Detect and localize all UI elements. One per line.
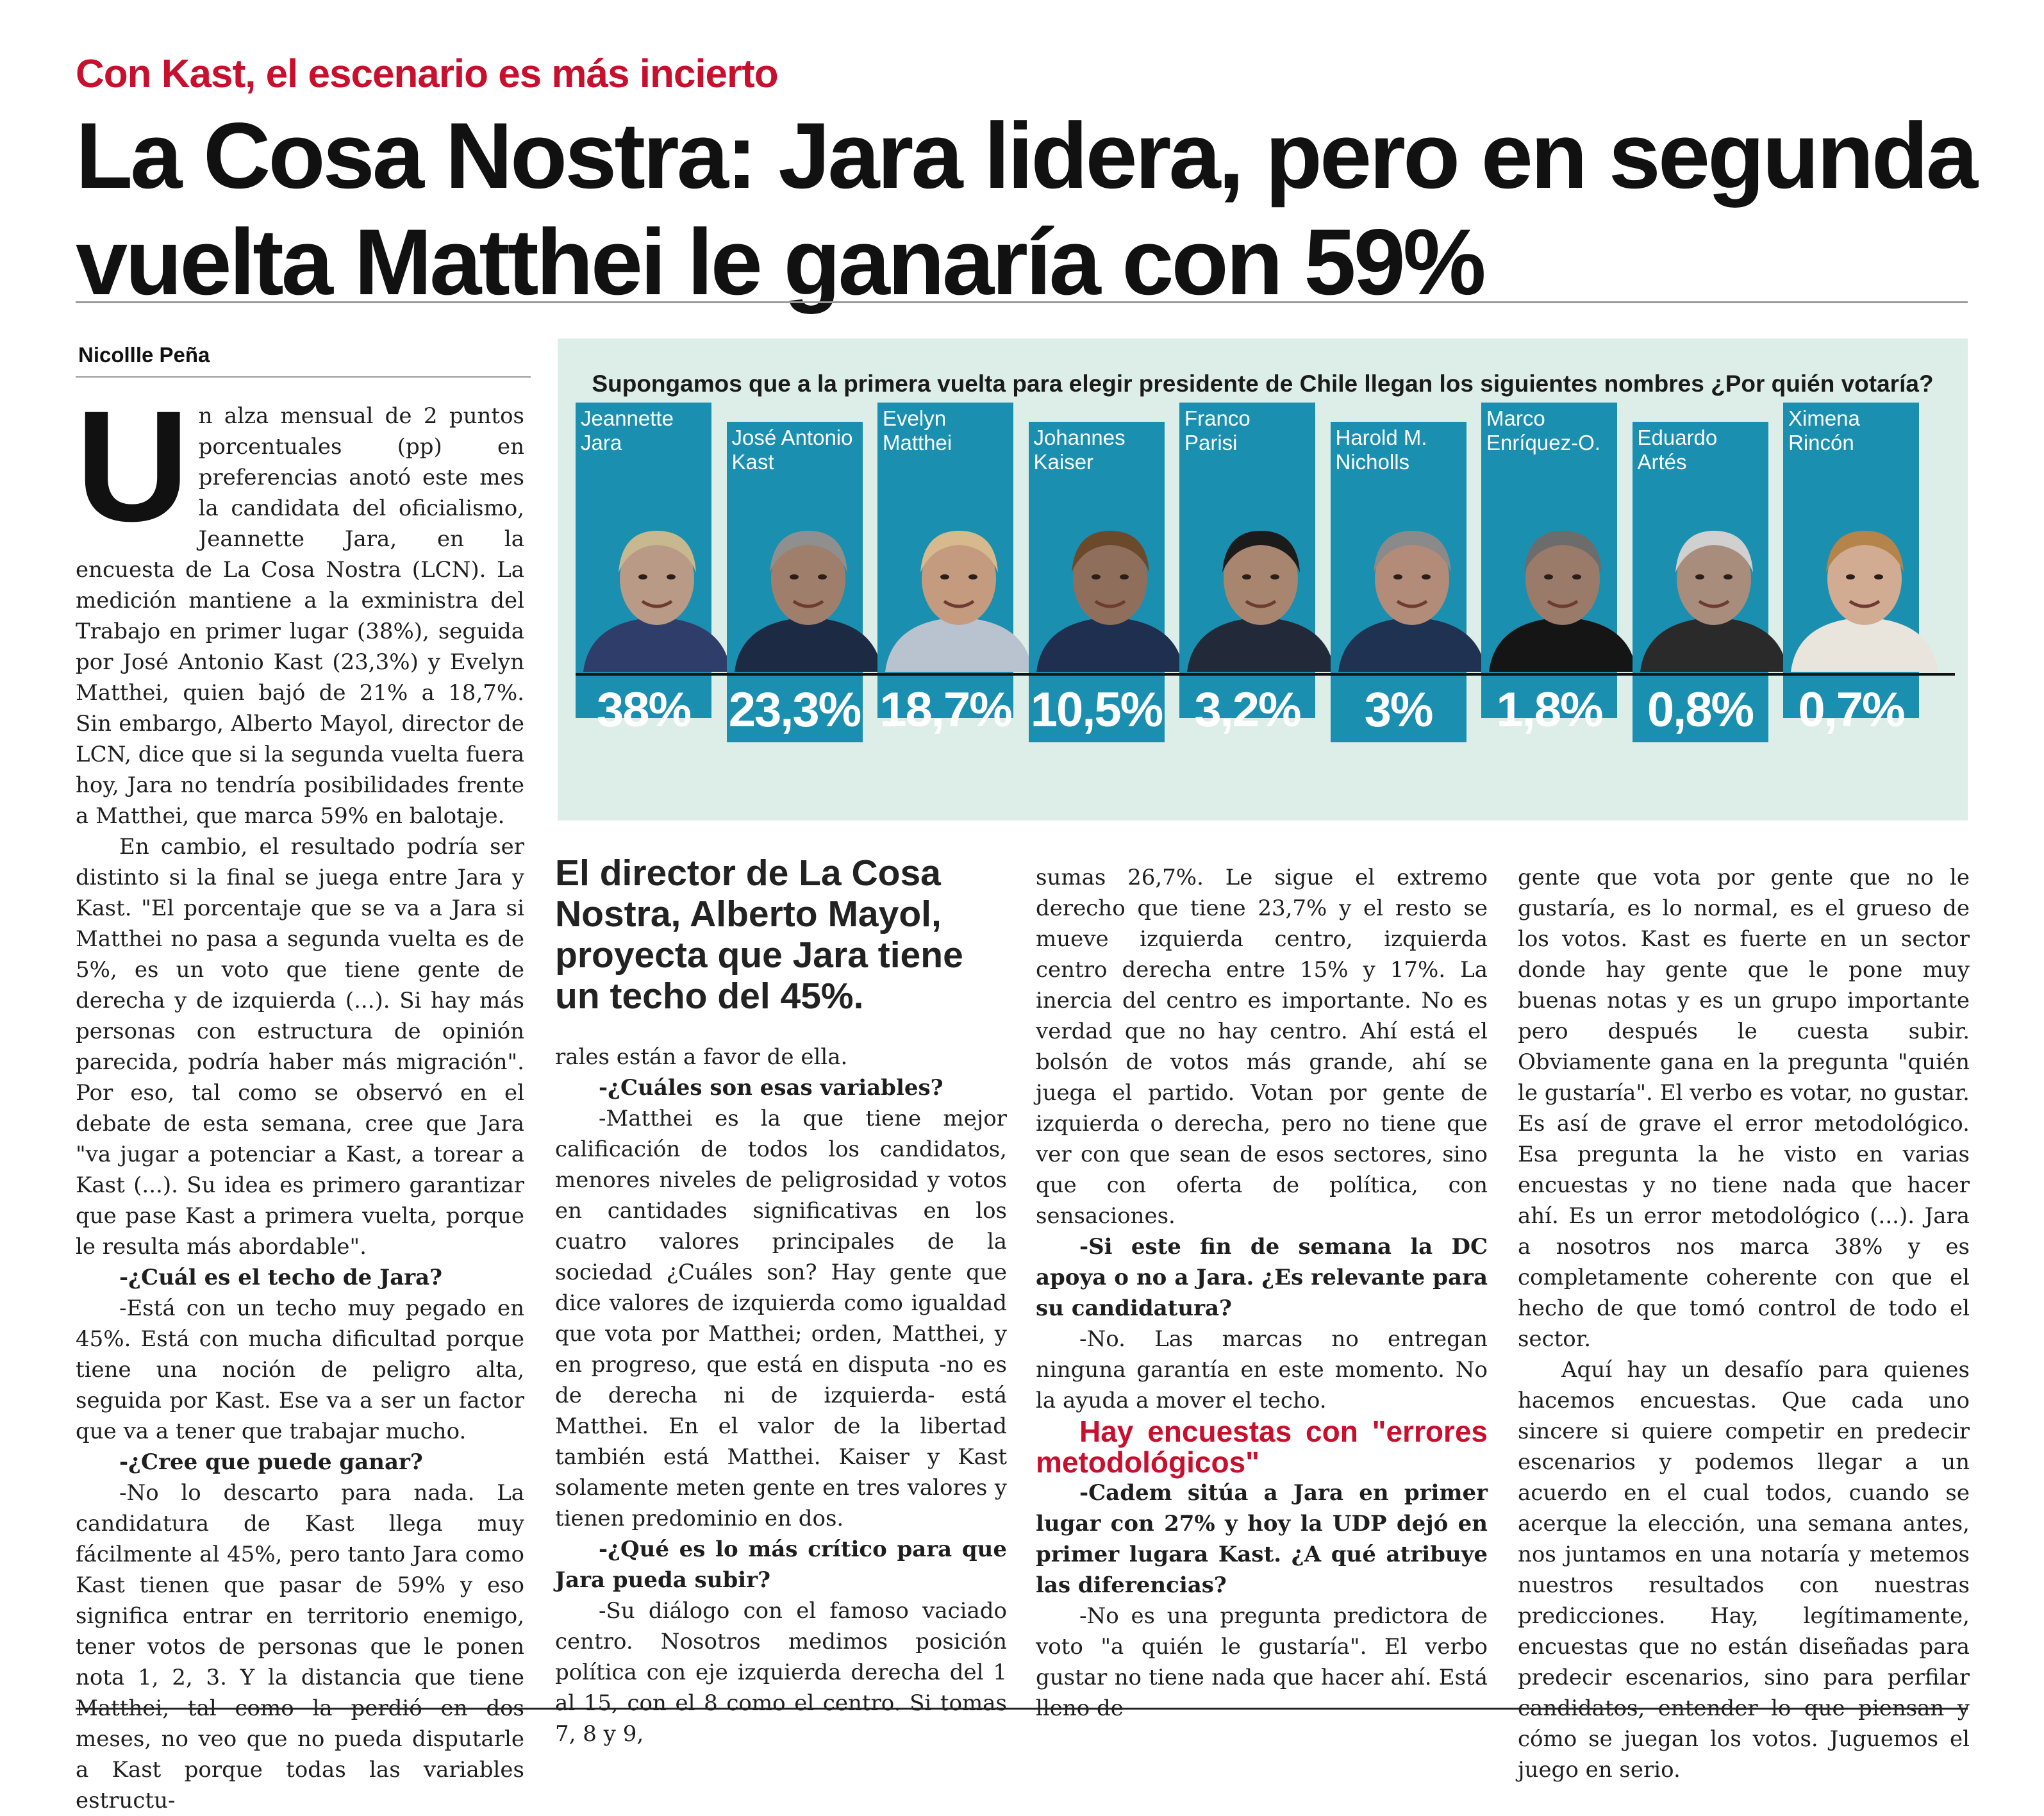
- candidate-name-line: Parisi: [1184, 431, 1238, 454]
- bar-value-label: 0,8%: [1647, 683, 1754, 737]
- body-paragraph: Aquí hay un desafío para quienes hacemos encuestas. Que cada uno sincere si quiere competir en predecir escenarios y podemos llegar a un acuerdo en el cual todos, cuando se acerque la elección, una semana antes, nos juntamos en una notaría y metemos nuestros resultados con nuestras predicciones. Hay, legítimamente, encuestas que no están diseñadas para predecir escenarios, sino para perfilar candidatos, entender lo que piensan y cómo se juegan los votos. Juguemos el juego en serio.: [1518, 1357, 1970, 1783]
- candidate-name: [1788, 406, 1916, 455]
- pull-quote: El director de La Cosa Nostra, Alberto Mayol, proyecta que Jara tiene un techo del 45%.: [555, 853, 963, 1017]
- bar-franco-parisi: [1179, 403, 1315, 737]
- interview-question: -¿Cree que puede ganar?: [119, 1449, 423, 1475]
- candidate-name-line: Enríquez-O.: [1486, 431, 1600, 454]
- bar-value-label: 38%: [596, 683, 691, 737]
- candidate-name: [883, 406, 1011, 455]
- chart-baseline: [576, 673, 1955, 676]
- candidate-name-line: Evelyn: [883, 406, 947, 430]
- section-subhead: Hay encuestas con "errores metodológicos": [1036, 1415, 1488, 1479]
- candidate-name-line: Kast: [731, 450, 774, 474]
- body-paragraph: En cambio, el resultado podría ser distinto si la final se juega entre Jara y Kast. "El porcentaje que se va a Jara si Matthei no pasa a segunda vuelta es de 5%, es un voto que tiene gente de derecha y de izquierda (...). Si hay más personas con estructura de opinión parecida, podría haber más migración". Por eso, tal como se observó en el debate de esta semana, cree que Jara "va jugar a potenciar a Kast, a torear a Kast (...). Su idea es primero garantizar que pase Kast a primera vuelta, porque le resulta más abordable".: [76, 834, 524, 1260]
- chart-bars: [558, 338, 1968, 821]
- byline-divider: [76, 376, 531, 378]
- body-paragraph: -Matthei es la que tiene mejor calificación de todos los candidatos, menores niveles de peligrosidad y votos en cantidades significativas en los cuatro valores principales de la sociedad ¿Cuáles son? Hay gente que dice valores de izquierda como igualdad que vota por Matthei; orden, Matthei, y en progreso, que está en disputa -no es de derecha ni de izquierda- está Matthei. En el valor de la libertad también está Matthei. Kaiser y Kast solamente meten gente en tres valores y tienen predominio en dos.: [555, 1106, 1007, 1531]
- footer-divider: [76, 1708, 1968, 1710]
- column-1: [76, 378, 525, 1813]
- body-paragraph: sumas 26,7%. Le sigue el extremo derecho que tiene 23,7% y el resto se mueve izquierda centro, izquierda centro derecha entre 15% y 17%. La inercia del centro es importante. No es verdad que no hay centro. Ahí está el bolsón de votos más grande, ahí se juega el partido. Votan por gente de izquierda o derecha, pero no tiene que ver con que sean de esos sectores, sino que con oferta de política, con sensaciones.: [1036, 865, 1488, 1229]
- candidate-photo: [1030, 512, 1190, 672]
- candidate-name-line: Harold M.: [1335, 426, 1427, 449]
- body-paragraph: gente que vota por gente que no le gustaría, es lo normal, es el grueso de los votos. Kast es fuerte en un sector donde hay gente que le pone muy buenas notas y es un grupo importante pero después le cuesta subir. Obviamente gana en la pregunta "quién le gustaría". El verbo es votar, no gustar. Es así de grave el error metodológico. Esa pregunta la he visto en varias encuestas y no tiene nada que hacer ahí. Es un error metodológico (...). Jara a nosotros nos marca 38% y es completamente coherente con que el hecho de que tomó control de todo el sector.: [1518, 865, 1970, 1352]
- interview-question: -¿Cuál es el techo de Jara?: [119, 1265, 443, 1290]
- body-paragraph: -No es una pregunta predictora de voto "a quién le gustaría". El verbo gustar no tiene nada que hacer ahí. Está lleno de: [1036, 1603, 1488, 1721]
- bar-value-label: 3%: [1364, 683, 1433, 737]
- author-byline: Nicollle Peña: [78, 343, 210, 367]
- body-paragraph: rales están a favor de ella.: [555, 1044, 848, 1070]
- candidate-name: [1184, 406, 1313, 455]
- interview-question: -¿Cuáles son esas variables?: [599, 1075, 943, 1101]
- body-paragraph: n alza mensual de 2 puntos porcentuales (pp) en preferencias anotó este mes la candidata del oficialismo, Jeannette Jara, en la encuesta de La Cosa Nostra (LCN). La medición mantiene a la exministra del Trabajo en primer lugar (38%), seguida por José Antonio Kast (23,3%) y Evelyn Matthei, quien bajó de 21% a 18,7%. Sin embargo, Alberto Mayol, director de LCN, dice que si la segunda vuelta fuera hoy, Jara no tendría posibilidades frente a Matthei, que marca 59% en balotaje.: [76, 403, 525, 829]
- candidate-name-line: Matthei: [883, 431, 952, 454]
- chart-title: Supongamos que a la primera vuelta para elegir presidente de Chile llegan los siguientes nombres ¿Por quién votaría?: [592, 371, 1934, 397]
- candidate-name-line: José Antonio: [731, 426, 853, 449]
- candidate-photo: [1483, 512, 1643, 672]
- bar-ximena-rinc-n: [1783, 403, 1919, 737]
- bar-value-label: 3,2%: [1194, 683, 1300, 737]
- body-paragraph: -No lo descarto para nada. La candidatura de Kast llega muy fácilmente al 45%, pero tanto Jara como Kast tienen que pasar de 59% y eso significa entrar en territorio enemigo, tener votos de personas que le ponen nota 1, 2, 3. Y la distancia que tiene Matthei, tal como la perdió en dos meses, no veo que no pueda disputarle a Kast porque todas las variables estructu-: [76, 1480, 524, 1813]
- drop-cap: U: [76, 378, 190, 554]
- candidate-photo: [1181, 512, 1341, 672]
- bar-evelyn-matthei: [877, 403, 1013, 737]
- candidate-photo: [1634, 512, 1794, 672]
- candidate-name-line: Rincón: [1788, 431, 1854, 454]
- article-headline: La Cosa Nostra: Jara lidera, pero en segunda vuelta Matthei le ganaría con 59%: [76, 103, 1975, 314]
- body-paragraph: -Está con un techo muy pegado en 45%. Está con mucha dificultad porque tiene una noción de peligro alta, seguida por Kast. Ese va a ser un factor que va a tener que trabajar mucho.: [76, 1295, 524, 1444]
- candidate-photo: [1784, 512, 1945, 672]
- candidate-name-line: Marco: [1486, 406, 1545, 430]
- candidate-name-line: Artés: [1637, 450, 1687, 474]
- bar-value-label: 23,3%: [728, 683, 861, 737]
- candidate-name: [732, 426, 860, 474]
- candidate-photo: [728, 512, 888, 672]
- candidate-name: [1336, 426, 1464, 474]
- candidate-name: [1638, 426, 1766, 474]
- bar-jeannette-jara: [576, 403, 711, 737]
- candidate-photo: [879, 512, 1039, 672]
- candidate-name-line: Johannes: [1033, 426, 1126, 449]
- bar-value-label: 1,8%: [1496, 683, 1602, 737]
- bar-jos-antonio-kast: [727, 422, 863, 742]
- candidate-name: [581, 406, 709, 455]
- article-kicker: Con Kast, el escenario es más incierto: [76, 52, 778, 96]
- column-4: [1518, 862, 1970, 1783]
- body-paragraph: -No. Las marcas no entregan ninguna garantía en este momento. No la ayuda a mover el techo.: [1036, 1326, 1488, 1413]
- bar-harold-m-nicholls: [1331, 422, 1467, 742]
- bar-johannes-kaiser: [1029, 422, 1165, 742]
- poll-chart: [558, 338, 1968, 821]
- column-2: [555, 1042, 1007, 1747]
- column-3: [1036, 862, 1488, 1721]
- bar-eduardo-art-s: [1633, 422, 1768, 742]
- interview-question: -¿Qué es lo más crítico para que Jara pueda subir?: [555, 1537, 1007, 1593]
- candidate-name-line: Nicholls: [1335, 450, 1410, 474]
- candidate-name-line: Jara: [581, 431, 622, 454]
- bar-value-label: 10,5%: [1030, 683, 1163, 737]
- bar-value-label: 0,7%: [1798, 683, 1904, 737]
- candidate-name-line: Kaiser: [1033, 450, 1094, 474]
- bar-marco-enr-quez-o-: [1481, 403, 1617, 737]
- candidate-photo: [1332, 512, 1492, 672]
- candidate-name: [1486, 406, 1615, 455]
- candidate-name-line: Ximena: [1788, 406, 1860, 430]
- candidate-name-line: Franco: [1184, 406, 1250, 430]
- candidate-photo: [577, 512, 737, 672]
- interview-question: -Si este fin de semana la DC apoya o no a Jara. ¿Es relevante para su candidatura?: [1036, 1234, 1488, 1321]
- body-paragraph: -Su diálogo con el famoso vaciado centro. Nosotros medimos posición política con eje izquierda derecha del 1 al 15, con el 8 como el centro. Si tomas 7, 8 y 9,: [555, 1598, 1007, 1747]
- candidate-name: [1034, 426, 1162, 474]
- header-divider: [76, 301, 1968, 303]
- interview-question: -Cadem sitúa a Jara en primer lugar con 27% y hoy la UDP dejó en primer lugara Kast. ¿A qué atribuye las diferencias?: [1036, 1480, 1488, 1598]
- candidate-name-line: Jeannette: [581, 406, 674, 430]
- candidate-name-line: Eduardo: [1637, 426, 1718, 449]
- bar-value-label: 18,7%: [879, 683, 1011, 737]
